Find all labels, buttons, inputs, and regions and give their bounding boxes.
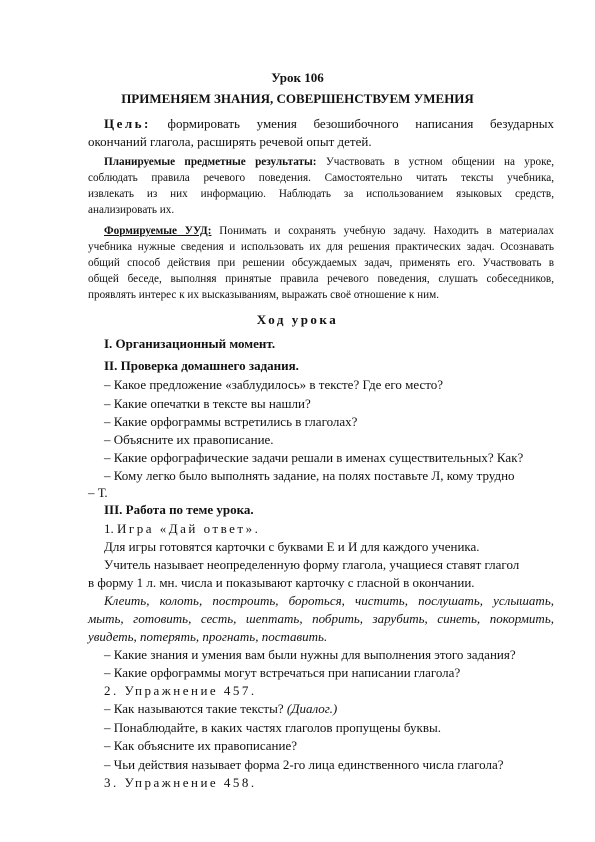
game-title bbox=[104, 521, 554, 537]
verbs-line-2: мыть, готовить, сесть, шептать, побрить, зарубить, синеть, покормить, bbox=[88, 611, 554, 626]
goal-label: Цель: bbox=[104, 116, 151, 131]
question-6-line-2: – Т. bbox=[88, 485, 108, 500]
planned-label: Планируемые предметные результаты: bbox=[104, 156, 317, 168]
question-8: – Какие орфограммы могут встречаться при написании глагола? bbox=[104, 665, 461, 680]
lesson-title: ПРИМЕНЯЕМ ЗНАНИЯ, СОВЕРШЕНСТВУЕМ УМЕНИЯ bbox=[121, 91, 474, 106]
goal-line-2: окончаний глагола, расширять речевой опыт детей. bbox=[88, 134, 372, 149]
planned-line-3: извлекать из них информацию. Наблюдать за использованием языковых средств, bbox=[88, 188, 554, 200]
planned-text-1: Участвовать в устном общении на уроке, bbox=[325, 156, 554, 168]
section-organization: I. Организационный момент. bbox=[104, 336, 276, 351]
planned-line-1 bbox=[104, 155, 554, 169]
question-7: – Какие знания и умения вам были нужны для выполнения этого задания? bbox=[104, 647, 516, 662]
question-5: – Какие орфографические задачи решали в именах существительных? Как? bbox=[104, 450, 524, 465]
verbs-line-1: Клеить, колоть, построить, бороться, чистить, послушать, услышать, bbox=[104, 593, 554, 608]
question-9-text: – Как называются такие тексты? bbox=[104, 701, 284, 716]
game-number: 1. bbox=[104, 521, 114, 536]
exercise-457: 2. Упражнение 457. bbox=[104, 683, 257, 698]
question-12: – Чьи действия называет форма 2-го лица единственного числа глагола? bbox=[104, 757, 504, 772]
question-9-answer: (Диалог.) bbox=[286, 701, 338, 716]
planned-line-4: анализировать их. bbox=[88, 204, 175, 216]
game-label: Игра «Дай ответ». bbox=[117, 521, 261, 536]
uud-line-5: проявлять интерес к их высказываниям, выражать своё отношение к ним. bbox=[88, 289, 440, 301]
section-homework-check: II. Проверка домашнего задания. bbox=[104, 358, 299, 373]
question-1: – Какое предложение «заблудилось» в тексте? Где его место? bbox=[104, 377, 444, 392]
planned-line-2: соблюдать правила речевого поведения. Самостоятельно читать тексты учебника, bbox=[88, 172, 554, 184]
game-description-1: Для игры готовятся карточки с буквами Е и И для каждого ученика. bbox=[104, 539, 480, 554]
uud-text-1: Понимать и сохранять учебную задачу. Находить в материалах bbox=[219, 225, 554, 237]
uud-line-3: общий способ действия при решении обсуждаемых задач, применять его. Участвовать в bbox=[88, 257, 554, 269]
question-3: – Какие орфограммы встретились в глаголах? bbox=[104, 414, 358, 429]
question-4: – Объясните их правописание. bbox=[104, 432, 274, 447]
goal-line-1 bbox=[104, 116, 554, 132]
uud-line-2: учебника нужные сведения и использовать их для решения практических задач. Осознавать bbox=[88, 241, 554, 253]
section-lesson-topic: III. Работа по теме урока. bbox=[104, 502, 254, 517]
exercise-458: 3. Упражнение 458. bbox=[104, 775, 257, 790]
lesson-number: Урок 106 bbox=[271, 70, 324, 85]
question-6-line-1: – Кому легко было выполнять задание, на полях поставьте Л, кому трудно bbox=[104, 468, 515, 483]
uud-line-4: общей беседе, выполняя принятые правила речевого поведения, слушать собеседников, bbox=[88, 273, 554, 285]
goal-text-1: формировать умения безошибочного написания безударных bbox=[167, 116, 555, 131]
uud-label: Формируемые УУД: bbox=[104, 225, 212, 237]
question-2: – Какие опечатки в тексте вы нашли? bbox=[104, 396, 311, 411]
verbs-line-3: увидеть, потерять, прогнать, поставить. bbox=[88, 629, 328, 644]
uud-line-1 bbox=[104, 224, 554, 238]
question-9 bbox=[104, 701, 554, 717]
game-description-2: Учитель называет неопределенную форму глагола, учащиеся ставят глагол bbox=[104, 557, 520, 572]
question-11: – Как объясните их правописание? bbox=[104, 738, 298, 753]
lesson-flow-heading: Ход урока bbox=[256, 312, 339, 327]
game-description-3: в форму 1 л. мн. числа и показывают карточку с гласной в окончании. bbox=[88, 575, 475, 590]
question-10: – Понаблюдайте, в каких частях глаголов пропущены буквы. bbox=[104, 720, 441, 735]
